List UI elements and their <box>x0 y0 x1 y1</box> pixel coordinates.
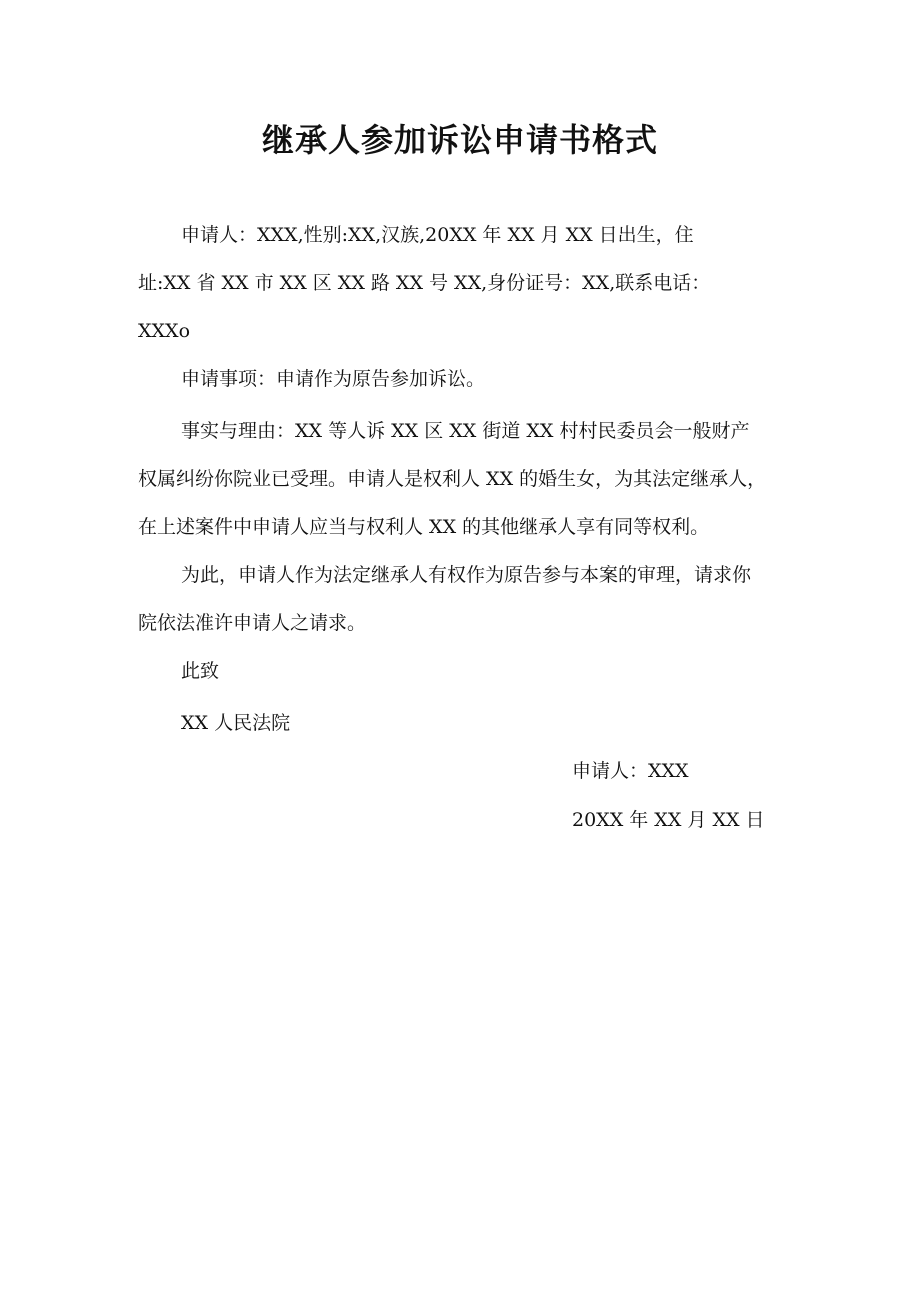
conclusion-line-1: 为此，申请人作为法定继承人有权作为原告参与本案的审理，请求你 <box>181 564 752 586</box>
facts-line-2: 权属纠纷你院业已受理。申请人是权利人 XX 的婚生女，为其法定继承人， <box>138 468 767 490</box>
applicant-info-line-3: XXXo <box>138 320 191 342</box>
request-paragraph: 申请事项：申请作为原告参加诉讼。 <box>181 368 486 390</box>
applicant-info-line-2: 址:XX 省 XX 市 XX 区 XX 路 XX 号 XX,身份证号：XX,联系电话： <box>138 272 711 294</box>
applicant-info-line-1: 申请人：XXX,性别:XX,汉族,20XX 年 XX 月 XX 日出生，住 <box>181 224 694 246</box>
facts-line-3: 在上述案件中申请人应当与权利人 XX 的其他继承人享有同等权利。 <box>138 516 710 538</box>
facts-line-1: 事实与理由：XX 等人诉 XX 区 XX 街道 XX 村村民委员会一般财产 <box>181 420 750 442</box>
signature-date: 20XX 年 XX 月 XX 日 <box>572 809 765 831</box>
salutation: 此致 <box>181 660 220 682</box>
conclusion-line-2: 院依法准许申请人之请求。 <box>138 612 367 634</box>
signature-applicant: 申请人：XXX <box>572 760 689 782</box>
document-title: 继承人参加诉讼申请书格式 <box>261 121 658 159</box>
recipient-court: XX 人民法院 <box>181 712 291 734</box>
